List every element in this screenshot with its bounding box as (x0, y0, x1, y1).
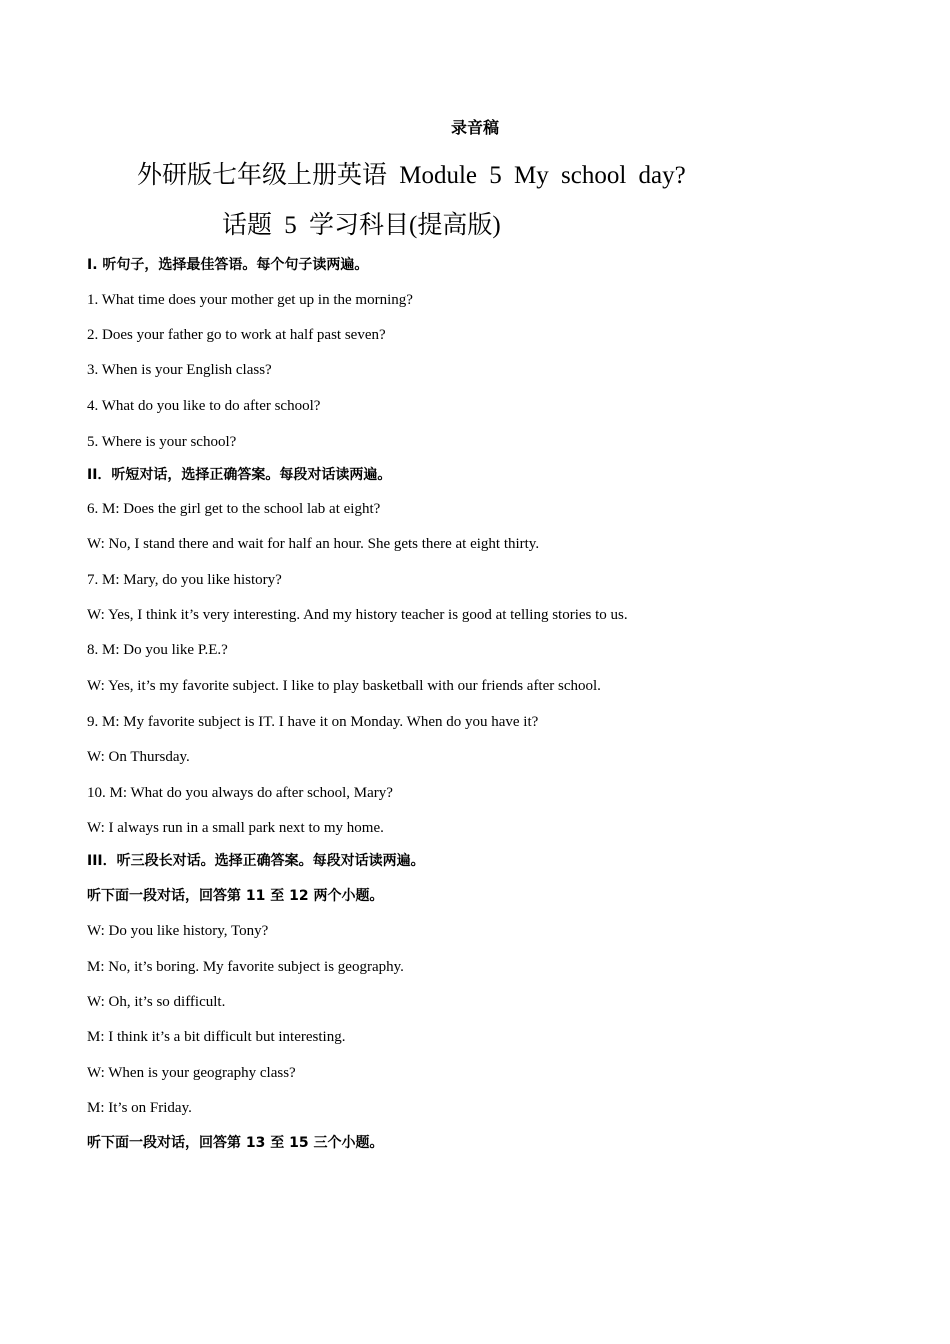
dialogue-line: W: I always run in a small park next to my home. (87, 820, 384, 836)
section-3-heading: III．听三段长对话。选择正确答案。每段对话读两遍。 (87, 853, 425, 869)
document-subtitle: 话题 5 学习科目(提高版) (222, 212, 501, 239)
dialogue-line: M: I think it’s a bit difficult but interesting. (87, 1029, 346, 1045)
dialogue-line: M: It’s on Friday. (87, 1100, 192, 1116)
dialogue-line: 7. M: Mary, do you like history? (87, 572, 282, 588)
dialogue-line: W: Yes, I think it’s very interesting. And my history teacher is good at telling stories to us. (87, 607, 628, 623)
dialogue-line: 9. M: My favorite subject is IT. I have it on Monday. When do you have it? (87, 714, 539, 730)
section-1-heading: Ⅰ. 听句子，选择最佳答语。每个句子读两遍。 (87, 257, 369, 273)
dialogue-line: W: When is your geography class? (87, 1065, 296, 1081)
dialogue-line: 10. M: What do you always do after school, Mary? (87, 785, 393, 801)
dialogue-line: 6. M: Does the girl get to the school lab at eight? (87, 501, 381, 517)
section-3-subheading: 听下面一段对话，回答第 11 至 12 两个小题。 (87, 888, 384, 904)
section-2-heading: II．听短对话，选择正确答案。每段对话读两遍。 (87, 467, 392, 483)
dialogue-line: 8. M: Do you like P.E.? (87, 642, 228, 658)
section-3-subheading: 听下面一段对话，回答第 13 至 15 三个小题。 (87, 1135, 384, 1151)
question-line: 4. What do you like to do after school? (87, 398, 321, 414)
question-line: 3. When is your English class? (87, 362, 272, 378)
dialogue-line: M: No, it’s boring. My favorite subject is geography. (87, 959, 404, 975)
document-title: 外研版七年级上册英语 Module 5 My school day? (137, 162, 686, 189)
dialogue-line: W: Oh, it’s so difficult. (87, 994, 226, 1010)
dialogue-line: W: No, I stand there and wait for half an hour. She gets there at eight thirty. (87, 536, 540, 552)
dialogue-line: W: Yes, it’s my favorite subject. I like to play basketball with our friends after school. (87, 678, 601, 694)
question-line: 2. Does your father go to work at half past seven? (87, 327, 386, 343)
question-line: 5. Where is your school? (87, 434, 237, 450)
dialogue-line: W: Do you like history, Tony? (87, 923, 269, 939)
question-line: 1. What time does your mother get up in the morning? (87, 292, 413, 308)
dialogue-line: W: On Thursday. (87, 749, 190, 765)
doc-label: 录音稿 (450, 118, 499, 137)
